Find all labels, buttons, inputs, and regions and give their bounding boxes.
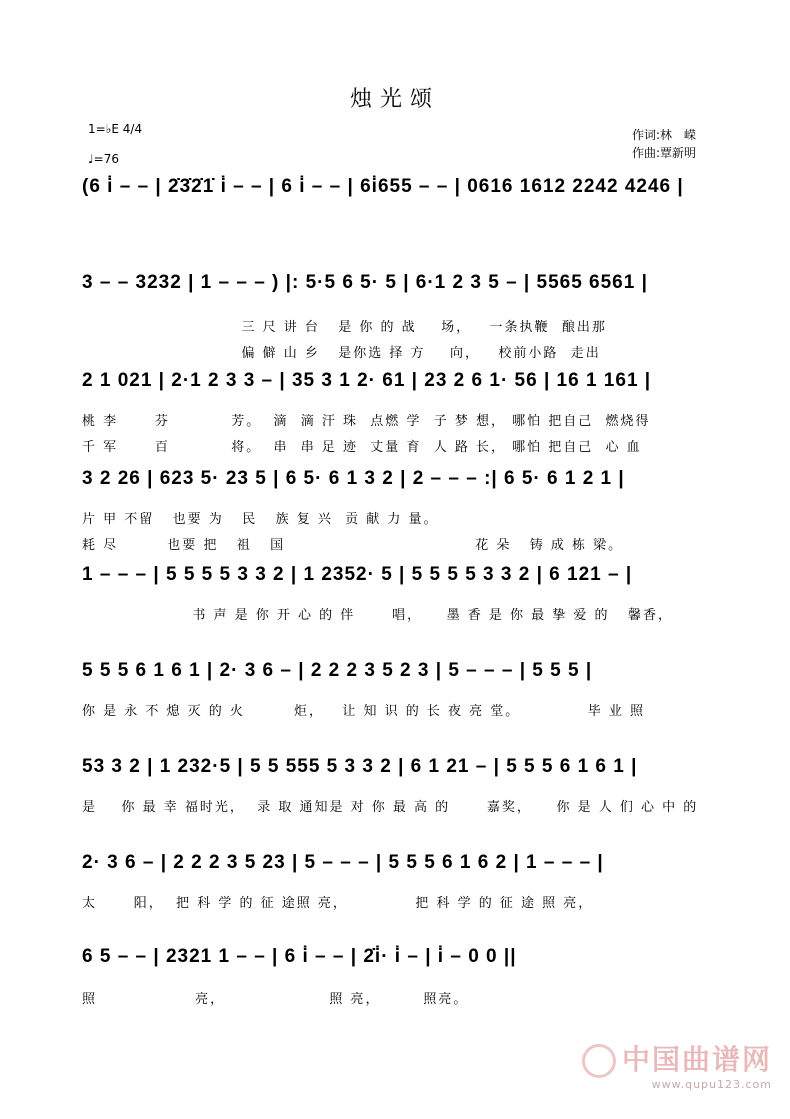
watermark-logo-icon [582, 1044, 616, 1078]
credits [632, 126, 696, 162]
lyricist: 作词:林 嵘 [632, 128, 697, 142]
composer: 作曲:覃新明 [632, 146, 697, 160]
lyric-verse-2: 偏 僻 山 乡 是你选 择 方 向， 校前小路 走出 [82, 346, 601, 361]
notes-line: 3 2 26 | 623 5· 23 5 | 6 5· 6 1 3 2 | 2 – – – :| 6 5· 6 1 2 1 | [82, 468, 625, 489]
lyric-verse-1: 太 阳， 把 科 学 的 征 途照 亮， 把 科 学 的 征 途 照 亮， [82, 896, 594, 911]
notes-line: 2· 3 6 – | 2 2 2 3 5 23 | 5 – – – | 5 5 5 6 1 6 2 | 1 – – – | [82, 852, 604, 873]
time-signature: 4/4 [122, 122, 143, 136]
notes-line: 6 5 – – | 2321 1 – – | 6 i̇ – – | 2̇i̇· i̇ – | i̇ – 0 0 || [82, 946, 517, 967]
notes-line: 1 – – – | 5 5 5 5 3 3 2 | 1 2352· 5 | 5 5 5 5 3 3 2 | 6 121 – | [82, 564, 633, 585]
notes-line: 53 3 2 | 1 232·5 | 5 5 555 5 3 3 2 | 6 1 21 – | 5 5 5 6 1 6 1 | [82, 756, 638, 777]
song-title: 烛光颂 [349, 87, 440, 112]
notes-line: 2 1 021 | 2·1 2 3 3 – | 35 3 1 2· 61 | 23 2 6 1· 56 | 16 1 161 | [82, 370, 652, 391]
lyric-verse-1: 照 亮， 照 亮， 照亮。 [82, 992, 469, 1007]
watermark-brand: 中国曲谱网 [582, 1038, 772, 1078]
lyric-verse-1: 书 声 是 你 开 心 的 伴 唱， 墨 香 是 你 最 挚 爱 的 馨香， [82, 608, 673, 623]
notes-line: (6 i̇ – – | 2̇3̇2̇1̇ i̇ – – | 6 i̇ – – | 6i̇655 – – | 0616 1612 2242 4246 | [82, 176, 684, 197]
notes-line: 5 5 5 6 1 6 1 | 2· 3 6 – | 2 2 2 3 5 2 3 | 5 – – – | 5 5 5 | [82, 660, 593, 681]
watermark-url: www.qupu123.com [651, 1078, 772, 1091]
lyric-verse-2: 耗 尽 也要 把 祖 国 花 朵 铸 成 栋 梁。 [82, 538, 624, 553]
notes-line: 3 – – 3232 | 1 – – – ) |: 5·5 6 5· 5 | 6·1 2 3 5 – | 5565 6561 | [82, 272, 648, 293]
lyric-verse-1: 片 甲 不留 也要 为 民 族 复 兴 贡 献 力 量。 [82, 512, 439, 527]
lyric-verse-1: 三 尺 讲 台 是 你 的 战 场， 一条执鞭 酿出那 [82, 320, 607, 335]
lyric-verse-1: 你 是 永 不 熄 灭 的 火 炬， 让 知 识 的 长 夜 亮 堂。 毕 业 照 [82, 704, 646, 719]
lyric-verse-2: 千 军 百 将。 串 串 足 迹 丈量 育 人 路 长， 哪怕 把自己 心 血 [82, 440, 642, 455]
key-signature [88, 122, 142, 137]
tempo-marking: ♩=76 [88, 152, 119, 166]
lyric-verse-1: 是 你 最 幸 福时光， 录 取 通知是 对 你 最 高 的 嘉奖， 你 是 人 们 心 中 的 [82, 800, 699, 815]
watermark [582, 1038, 772, 1091]
lyric-verse-1: 桃 李 芬 芳。 滴 滴 汗 珠 点燃 学 子 梦 想， 哪怕 把自己 燃烧得 [82, 414, 651, 429]
key-label: 1=♭E [88, 122, 119, 136]
